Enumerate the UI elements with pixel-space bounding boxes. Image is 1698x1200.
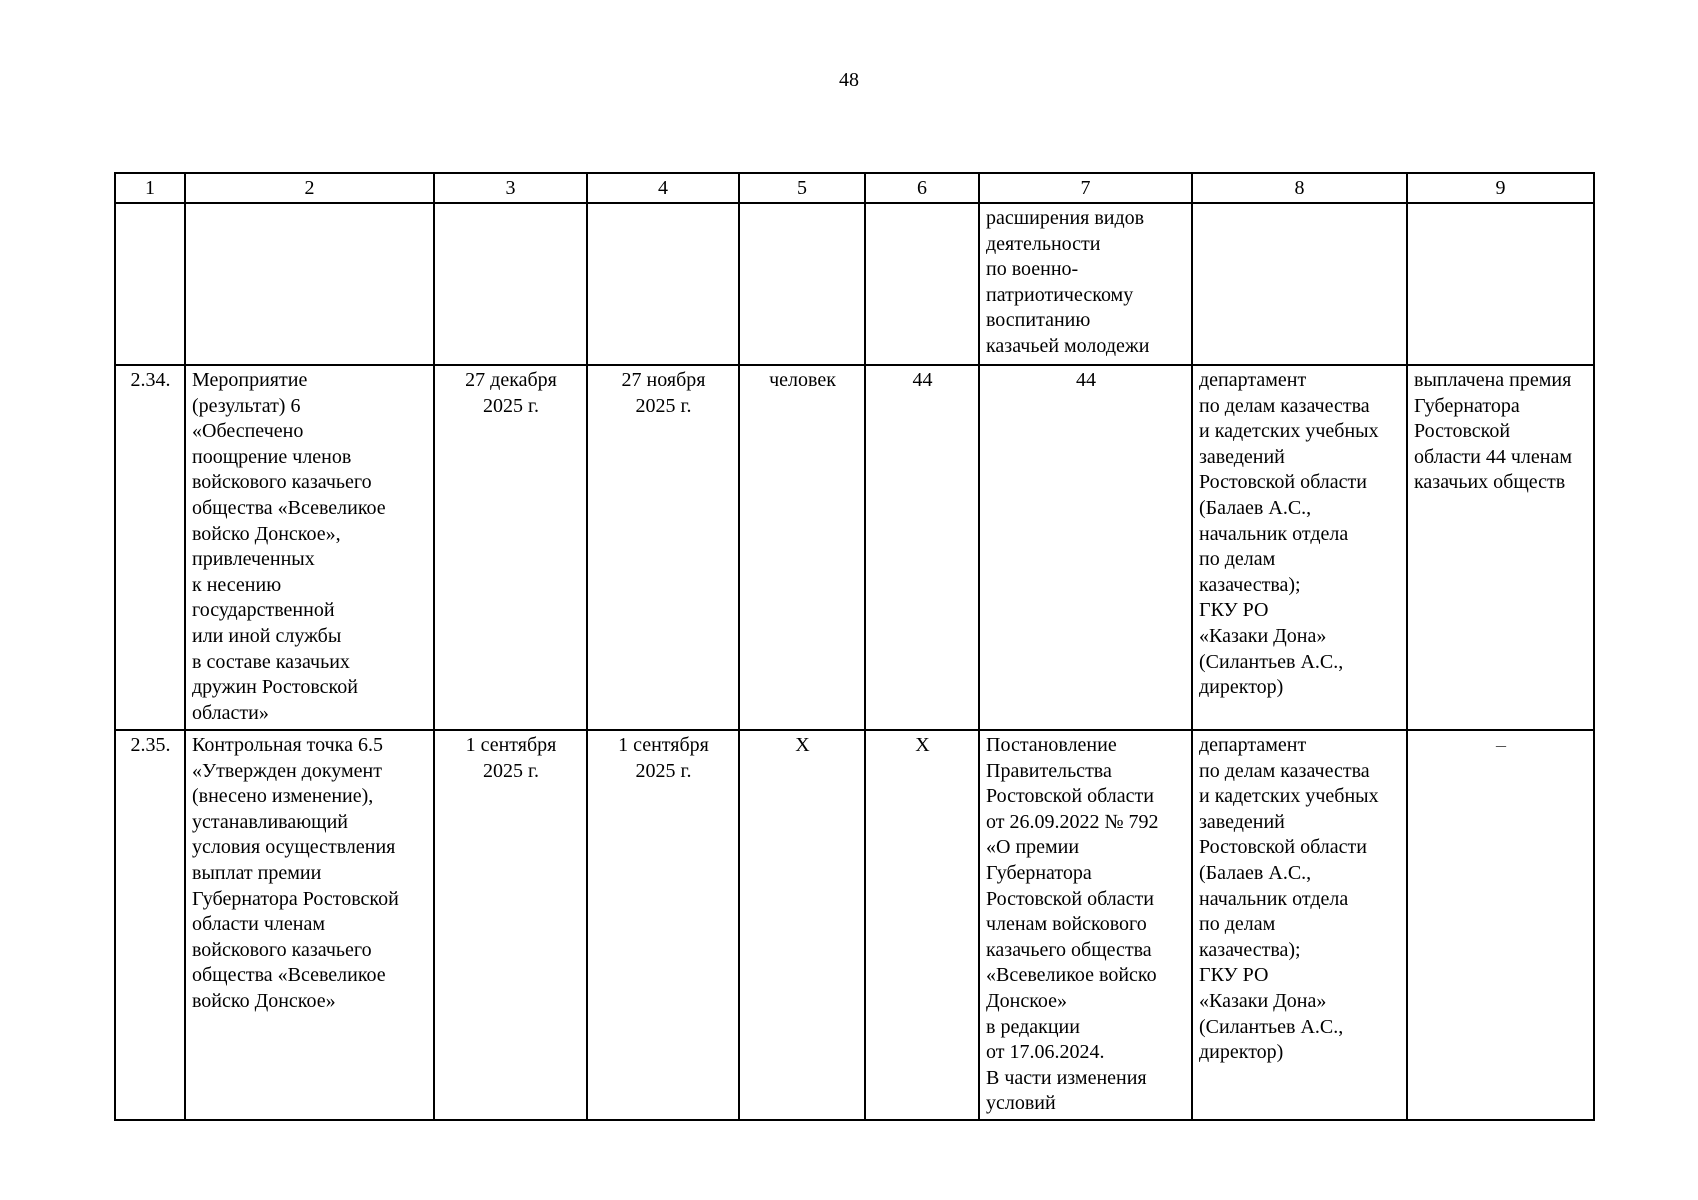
column-header-7: 7 <box>979 173 1192 203</box>
cell-fact-date: 1 сентября 2025 г. <box>587 730 739 1120</box>
cell-fact-value: расширения видов деятельности по военно- патриотическому воспитанию казачьей молодежи <box>979 203 1192 365</box>
report-table <box>114 172 1595 1121</box>
cell-responsible: департамент по делам казачества и кадетских учебных заведений Ростовской области (Балаев А.С., начальник отдела по делам казачества); ГКУ РО «Казаки Дона» (Силантьев А.С., директор) <box>1192 730 1407 1120</box>
column-header-2: 2 <box>185 173 434 203</box>
cell-plan-date: 27 декабря 2025 г. <box>434 365 587 730</box>
cell-plan-date: 1 сентября 2025 г. <box>434 730 587 1120</box>
cell-plan-value: 44 <box>865 365 979 730</box>
table-row-continuation <box>115 203 1594 365</box>
column-header-8: 8 <box>1192 173 1407 203</box>
cell-num <box>115 203 185 365</box>
cell-name: Мероприятие (результат) 6 «Обеспечено поощрение членов войскового казачьего общества «Всевеликое войско Донское», привлеченных к несению государственной или иной службы в составе казачьих дружин Ростовской области» <box>185 365 434 730</box>
cell-fact-value: 44 <box>979 365 1192 730</box>
cell-name <box>185 203 434 365</box>
cell-num: 2.35. <box>115 730 185 1120</box>
cell-plan-value: Х <box>865 730 979 1120</box>
column-number-row <box>115 173 1594 203</box>
page-number: 48 <box>839 69 859 91</box>
table-row <box>115 365 1594 730</box>
cell-plan-date <box>434 203 587 365</box>
column-header-1: 1 <box>115 173 185 203</box>
column-header-3: 3 <box>434 173 587 203</box>
cell-fact-date <box>587 203 739 365</box>
cell-responsible <box>1192 203 1407 365</box>
cell-unit: человек <box>739 365 865 730</box>
cell-responsible: департамент по делам казачества и кадетских учебных заведений Ростовской области (Балаев А.С., начальник отдела по делам казачества); ГКУ РО «Казаки Дона» (Силантьев А.С., директор) <box>1192 365 1407 730</box>
cell-unit: Х <box>739 730 865 1120</box>
cell-num: 2.34. <box>115 365 185 730</box>
cell-plan-value <box>865 203 979 365</box>
column-header-5: 5 <box>739 173 865 203</box>
cell-note: – <box>1407 730 1594 1120</box>
cell-unit <box>739 203 865 365</box>
cell-fact-value: Постановление Правительства Ростовской области от 26.09.2022 № 792 «О премии Губернатора Ростовской области членам войскового казачьего общества «Всевеликое войско Донское» в редакции от 17.06.2024. В части изменения условий <box>979 730 1192 1120</box>
cell-note <box>1407 203 1594 365</box>
cell-name: Контрольная точка 6.5 «Утвержден документ (внесено изменение), устанавливающий условия осуществления выплат премии Губернатора Ростовской области членам войскового казачьего общества «Всевеликое войско Донское» <box>185 730 434 1120</box>
column-header-9: 9 <box>1407 173 1594 203</box>
table-row <box>115 730 1594 1120</box>
column-header-4: 4 <box>587 173 739 203</box>
cell-note: выплачена премия Губернатора Ростовской области 44 членам казачьих обществ <box>1407 365 1594 730</box>
column-header-6: 6 <box>865 173 979 203</box>
cell-fact-date: 27 ноября 2025 г. <box>587 365 739 730</box>
